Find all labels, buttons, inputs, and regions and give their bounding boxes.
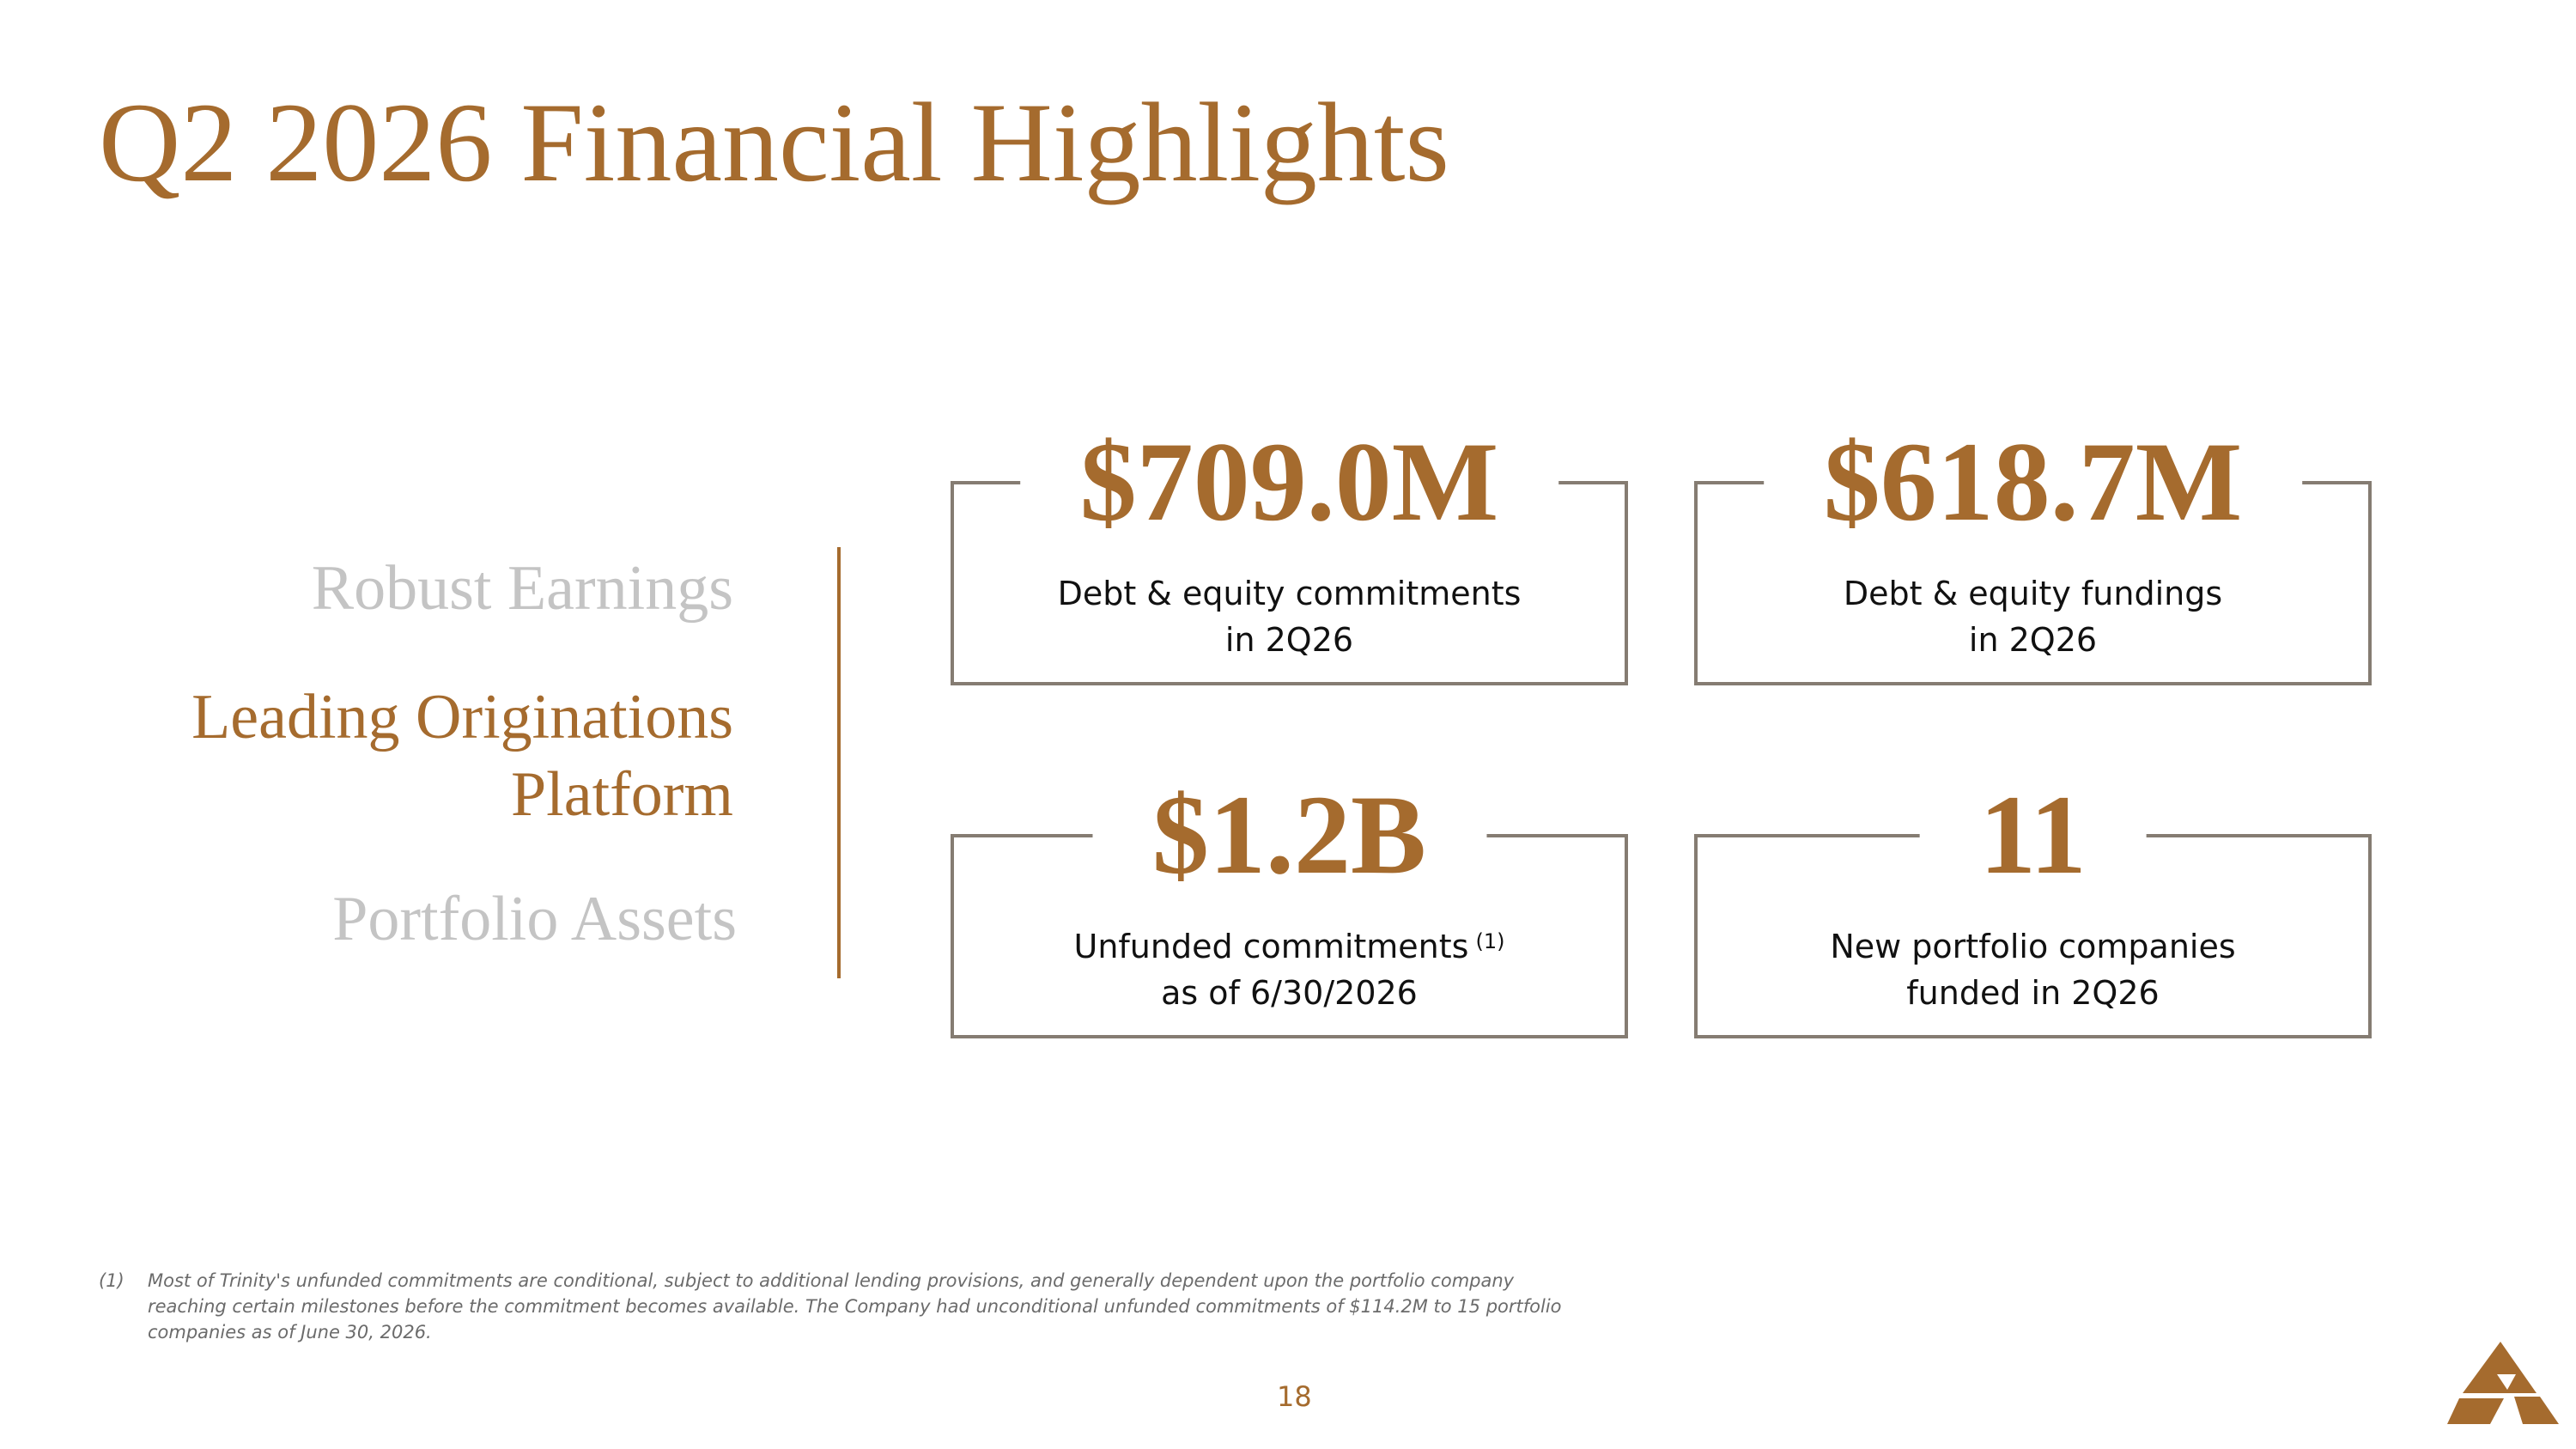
metric-card-new-portfolio-companies: [1694, 771, 2372, 1038]
metric-value: 11: [1919, 784, 2147, 886]
metric-description-line2: as of 6/30/2026: [1161, 974, 1418, 1012]
metric-description: [954, 570, 1625, 663]
footnote-marker: (1): [99, 1270, 125, 1291]
metric-description-line2: in 2Q26: [1968, 621, 2098, 659]
metric-description: [954, 923, 1625, 1016]
metric-value: $709.0M: [1020, 431, 1559, 533]
page-title: Q2 2026 Financial Highlights: [99, 79, 1449, 205]
nav-item-label-line2: Platform: [511, 759, 733, 830]
nav-item-label-line1: Leading Originations: [191, 682, 733, 752]
vertical-divider: [837, 547, 841, 978]
metric-card-fundings: [1694, 418, 2372, 685]
metric-card-unfunded-commitments: [951, 771, 1628, 1038]
logo-left-shape: [2447, 1398, 2504, 1424]
metric-description: [1698, 570, 2368, 663]
page-number: 18: [1277, 1380, 1312, 1413]
metric-description-line1: [954, 923, 1625, 970]
footnote-text: Most of Trinity's unfunded commitments are conditional, subject to additional lending provisions, and generally dependent upon the portfolio company reaching certain milestones before the commitment becomes available. The Company had unconditional unfunded commitments of $114.2M to 15 portfolio companies as of June 30, 2026.: [148, 1270, 1562, 1342]
metric-description-line2: in 2Q26: [1224, 621, 1354, 659]
metric-value: $1.2B: [1092, 784, 1486, 886]
nav-item-robust-earnings: Robust Earnings: [311, 553, 733, 624]
metric-description-line1: Debt & equity fundings: [1843, 575, 2223, 612]
nav-item-portfolio-assets: Portfolio Assets: [332, 884, 737, 954]
metric-value: $618.7M: [1764, 431, 2303, 533]
logo-right-shape: [2514, 1397, 2559, 1424]
logo-top-shape: [2463, 1342, 2537, 1393]
metric-card-commitments: [951, 418, 1628, 685]
metric-description-line2: funded in 2Q26: [1906, 974, 2160, 1012]
metric-description: [1698, 923, 2368, 1016]
metric-description-line1-text: Unfunded commitments: [1073, 928, 1469, 965]
metric-description-line1: Debt & equity commitments: [1057, 575, 1522, 612]
triangle-logo-icon: [2447, 1340, 2559, 1426]
footnote: [99, 1268, 1576, 1345]
nav-item-leading-originations: [191, 679, 733, 833]
footnote-reference: (1): [1475, 929, 1505, 953]
metric-description-line1: New portfolio companies: [1830, 928, 2236, 965]
